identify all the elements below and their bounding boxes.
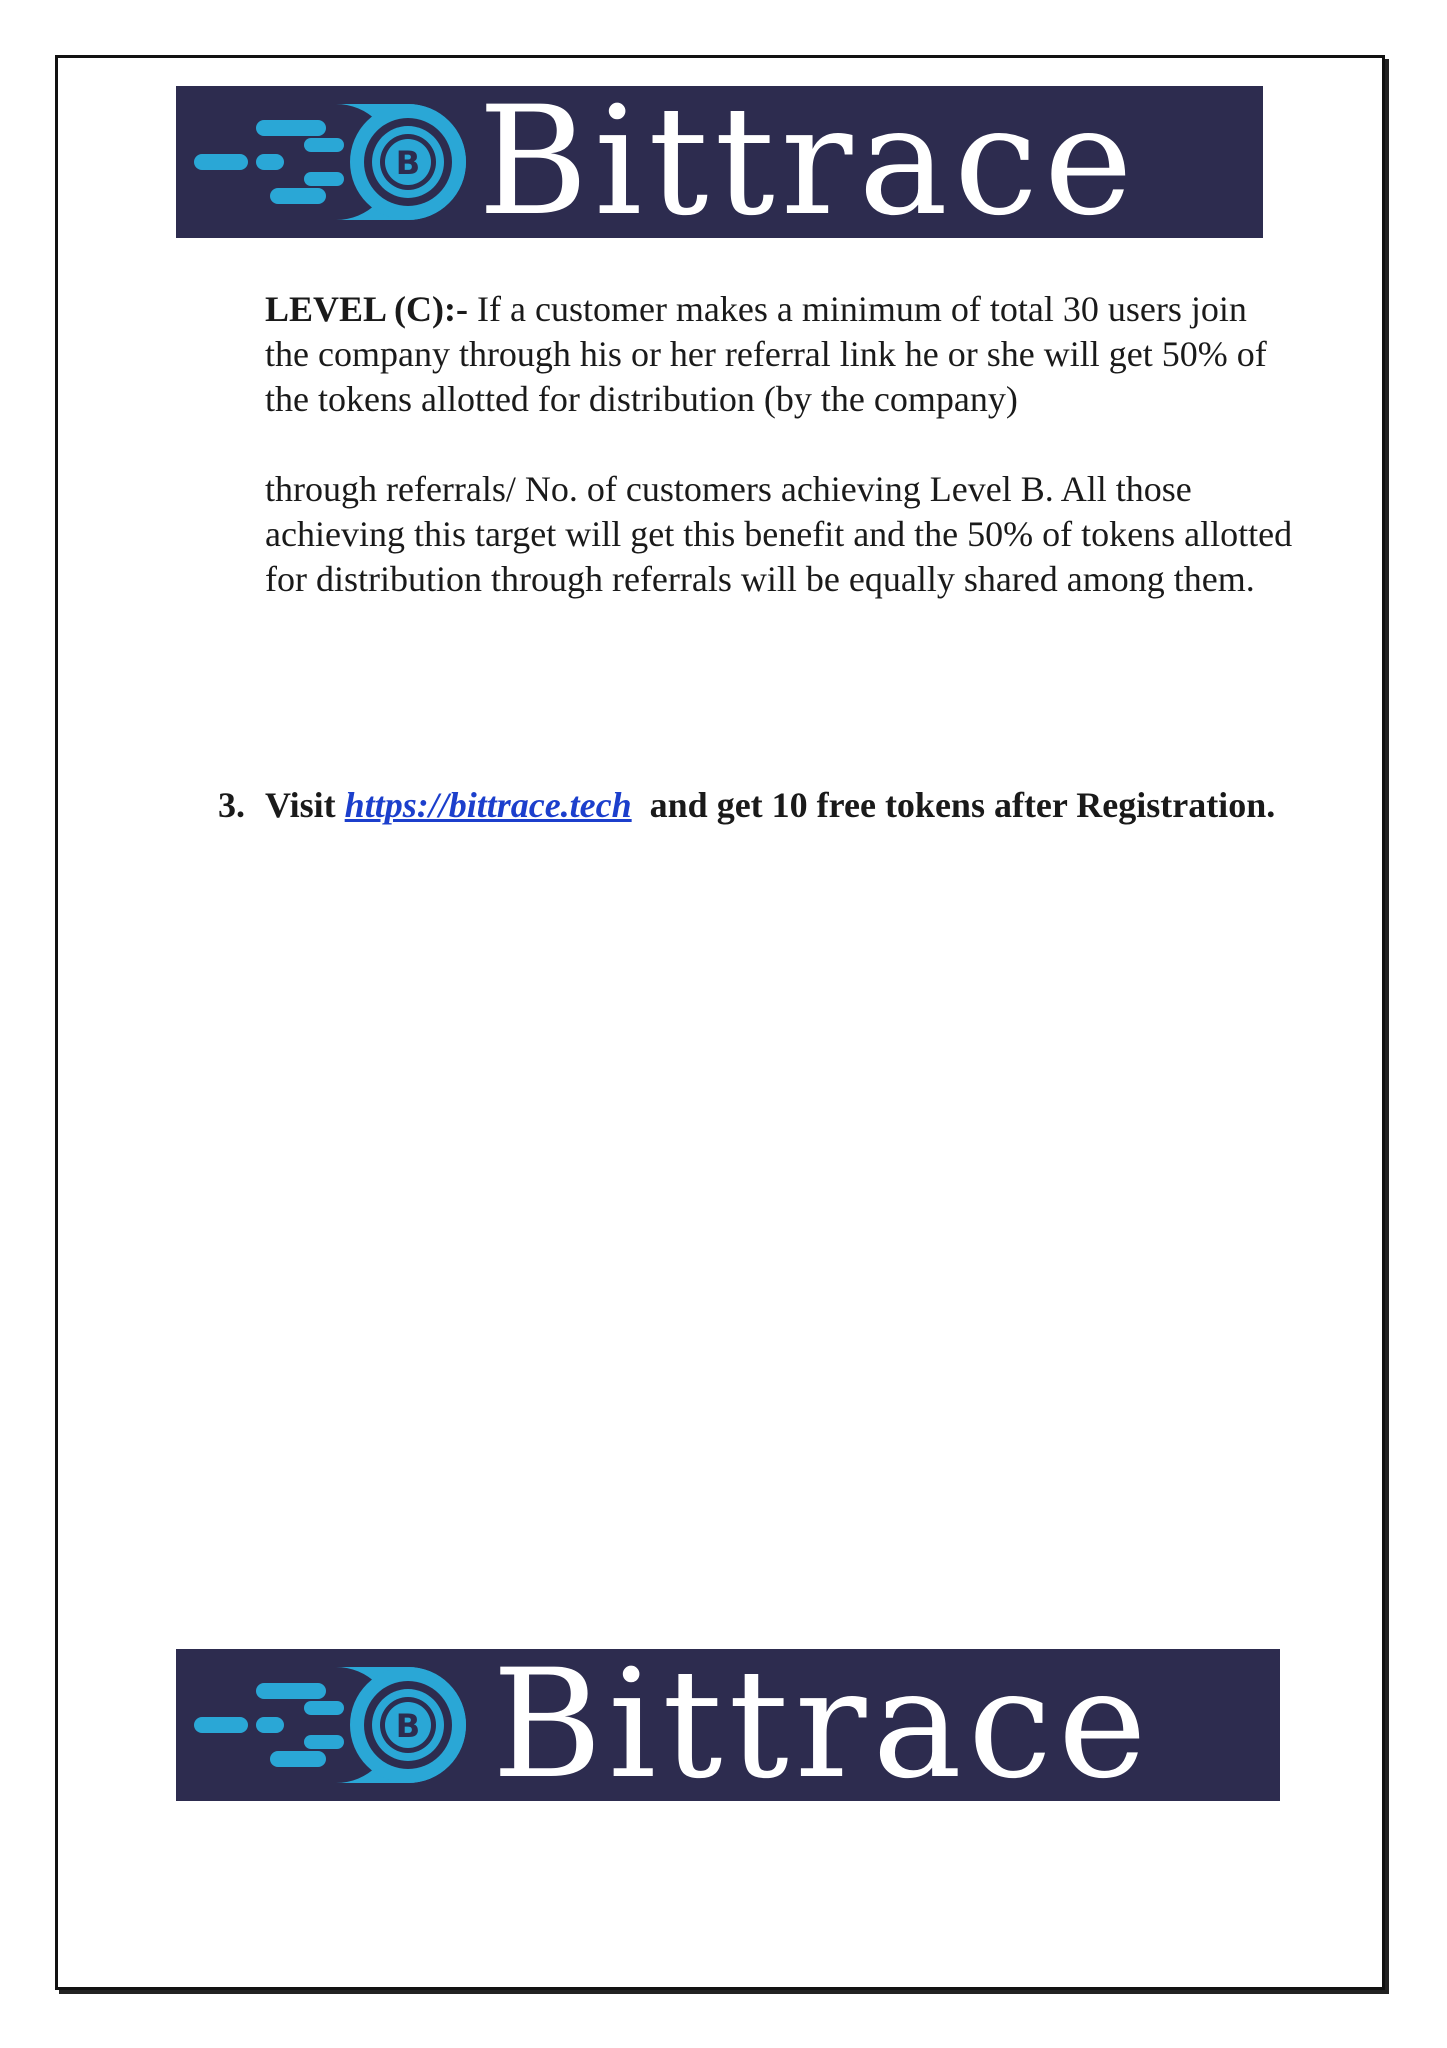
- list-number: 3.: [218, 785, 245, 825]
- level-c-label: LEVEL (C):-: [265, 289, 469, 329]
- footer-logo-banner: [176, 1649, 1280, 1801]
- step-3-suffix: and get 10 free tokens after Registration.: [631, 785, 1276, 825]
- level-c-text-1: If a customer makes a minimum of total 30 users join the company through his or her referral link he or she will get 50% of the tokens allotted for distribution (by the company): [265, 289, 1267, 419]
- bitcoin-speed-logo-icon: [186, 1661, 476, 1789]
- header-logo-banner: [176, 86, 1263, 238]
- coin-letter: B: [395, 1707, 421, 1745]
- coin-letter: B: [395, 144, 421, 182]
- bitcoin-speed-logo-icon: [186, 98, 476, 226]
- step-3-text: [265, 783, 1285, 828]
- step-3-prefix: Visit: [265, 785, 345, 825]
- level-c-paragraph: [265, 287, 1295, 422]
- bittrace-website-link[interactable]: https://bittrace.tech: [344, 785, 632, 825]
- brand-name: Bittrace: [492, 1649, 1153, 1801]
- level-c-paragraph-continued: through referrals/ No. of customers achieving Level B. All those achieving this target will get this benefit and the 50% of tokens allotted for distribution through referrals will be equally shared among them.: [265, 469, 1293, 599]
- brand-name: Bittrace: [478, 86, 1139, 238]
